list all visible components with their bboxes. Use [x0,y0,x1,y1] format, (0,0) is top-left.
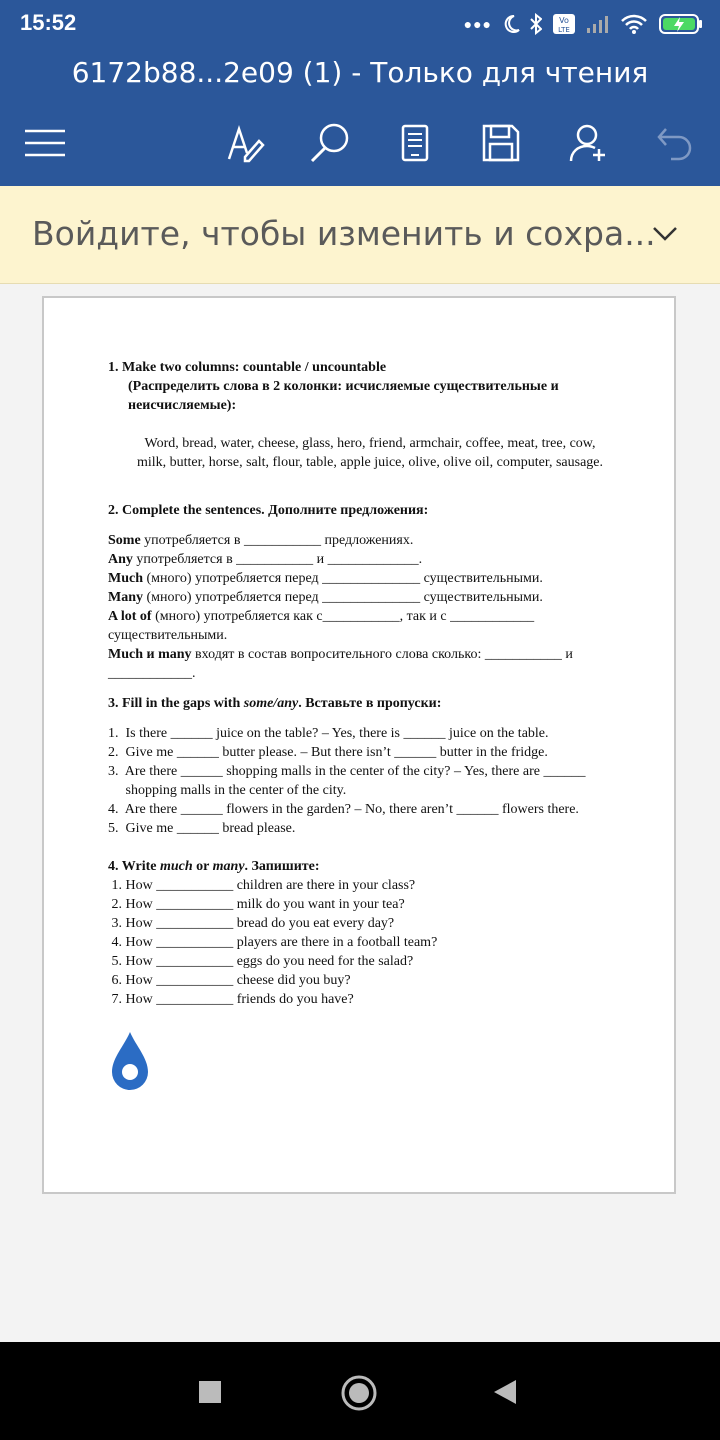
rule-any: Any употребляется в ___________ и _____________. [108,552,423,567]
wifi-icon [620,13,648,35]
share-button[interactable] [564,118,614,168]
gap-item-1: 1. Is there ______ juice on the table? – Yes, there is ______ juice on the table. [108,726,549,741]
gap-item-4: 4. Are there ______ flowers in the garden? – No, there aren’t ______ flowers there. [108,802,579,817]
word-list-line-1: Word, bread, water, cheese, glass, hero, friend, armchair, coffee, meat, tree, cow, [144,436,596,451]
how-item-6: 6. How ___________ cheese did you buy? [108,973,351,988]
rule-a-lot-of-cont: существительными. [108,628,228,643]
chevron-down-icon[interactable] [650,218,680,248]
add-person-icon [569,123,609,163]
edit-button[interactable] [220,118,270,168]
rule-a-lot-of: A lot of (много) употребляется как с___________, так и с ____________ [108,609,535,624]
hamburger-icon [23,128,67,158]
gap-item-3-cont: shopping malls in the center of the city. [108,783,347,798]
undo-icon [656,125,694,161]
rule-much-many: Much и many входят в состав вопросительного слова сколько: ___________ и [108,647,573,662]
mobile-view-icon [401,124,429,162]
word-list-line-2: milk, butter, horse, salt, flour, table, apple juice, olive, olive oil, computer, sausage. [136,455,604,470]
mobile-view-button[interactable] [390,118,440,168]
section-1-subheading-cont: неисчисляемые): [128,398,237,413]
section-3-heading: 3. Fill in the gaps with some/any. Вставьте в пропуски: [108,696,442,711]
status-time: 15:52 [20,10,77,35]
sign-in-banner-text: Войдите, чтобы изменить и сохра... [32,214,656,253]
section-2-heading: 2. Complete the sentences. Дополните предложения: [108,503,429,518]
menu-button[interactable] [20,118,70,168]
how-item-2: 2. How ___________ milk do you want in your tea? [108,897,405,912]
status-bar [0,0,720,48]
gap-item-2: 2. Give me ______ butter please. – But there isn’t ______ butter in the fridge. [108,745,548,760]
how-item-1: 1. How ___________ children are there in your class? [108,878,416,893]
moon-icon [502,14,520,34]
status-icons [464,10,704,38]
toolbar [0,100,720,186]
sign-in-banner[interactable] [0,186,720,284]
search-button[interactable] [305,118,355,168]
gap-item-3: 3. Are there ______ shopping malls in the center of the city? – Yes, there are ______ [108,764,586,779]
how-item-4: 4. How ___________ players are there in a football team? [108,935,438,950]
svg-text:LTE: LTE [558,26,570,34]
section-1-heading: 1. Make two columns: countable / uncountable [108,360,387,375]
search-icon [308,121,352,165]
more-icon: ●●● [463,16,492,32]
how-item-3: 3. How ___________ bread do you eat every day? [108,916,395,931]
section-4-heading: 4. Write much or many. Запишите: [108,859,320,874]
recents-button[interactable] [198,1380,222,1404]
rule-much: Much (много) употребляется перед ______________ существительными. [108,571,543,586]
how-item-5: 5. How ___________ eggs do you need for the salad? [108,954,414,969]
rule-many: Many (много) употребляется перед ______________ существительными. [108,590,543,605]
document-title-bar [0,48,720,100]
rule-much-many-cont: ____________. [108,666,196,681]
how-item-7: 7. How ___________ friends do you have? [108,992,354,1007]
save-button[interactable] [476,118,526,168]
document-page [42,296,676,1194]
rule-some: Some употребляется в ___________ предложениях. [108,533,414,548]
bluetooth-icon [530,13,542,35]
document-content [90,358,650,1009]
volte-icon [552,13,576,35]
text-edit-icon [225,123,265,163]
gap-item-5: 5. Give me ______ bread please. [108,821,296,836]
document-title: 6172b88...2e09 (1) - Только для чтения [71,56,649,89]
signal-icon [586,14,610,34]
home-button[interactable] [340,1374,378,1412]
back-button[interactable] [492,1378,518,1406]
svg-text:Vo: Vo [559,16,569,25]
text-cursor-handle-icon[interactable] [110,1030,150,1092]
undo-button[interactable] [650,118,700,168]
battery-icon [658,13,704,35]
save-icon [482,124,520,162]
android-nav-bar [0,1342,720,1440]
section-1-subheading: (Распределить слова в 2 колонки: исчисляемые существительные и [128,379,559,394]
